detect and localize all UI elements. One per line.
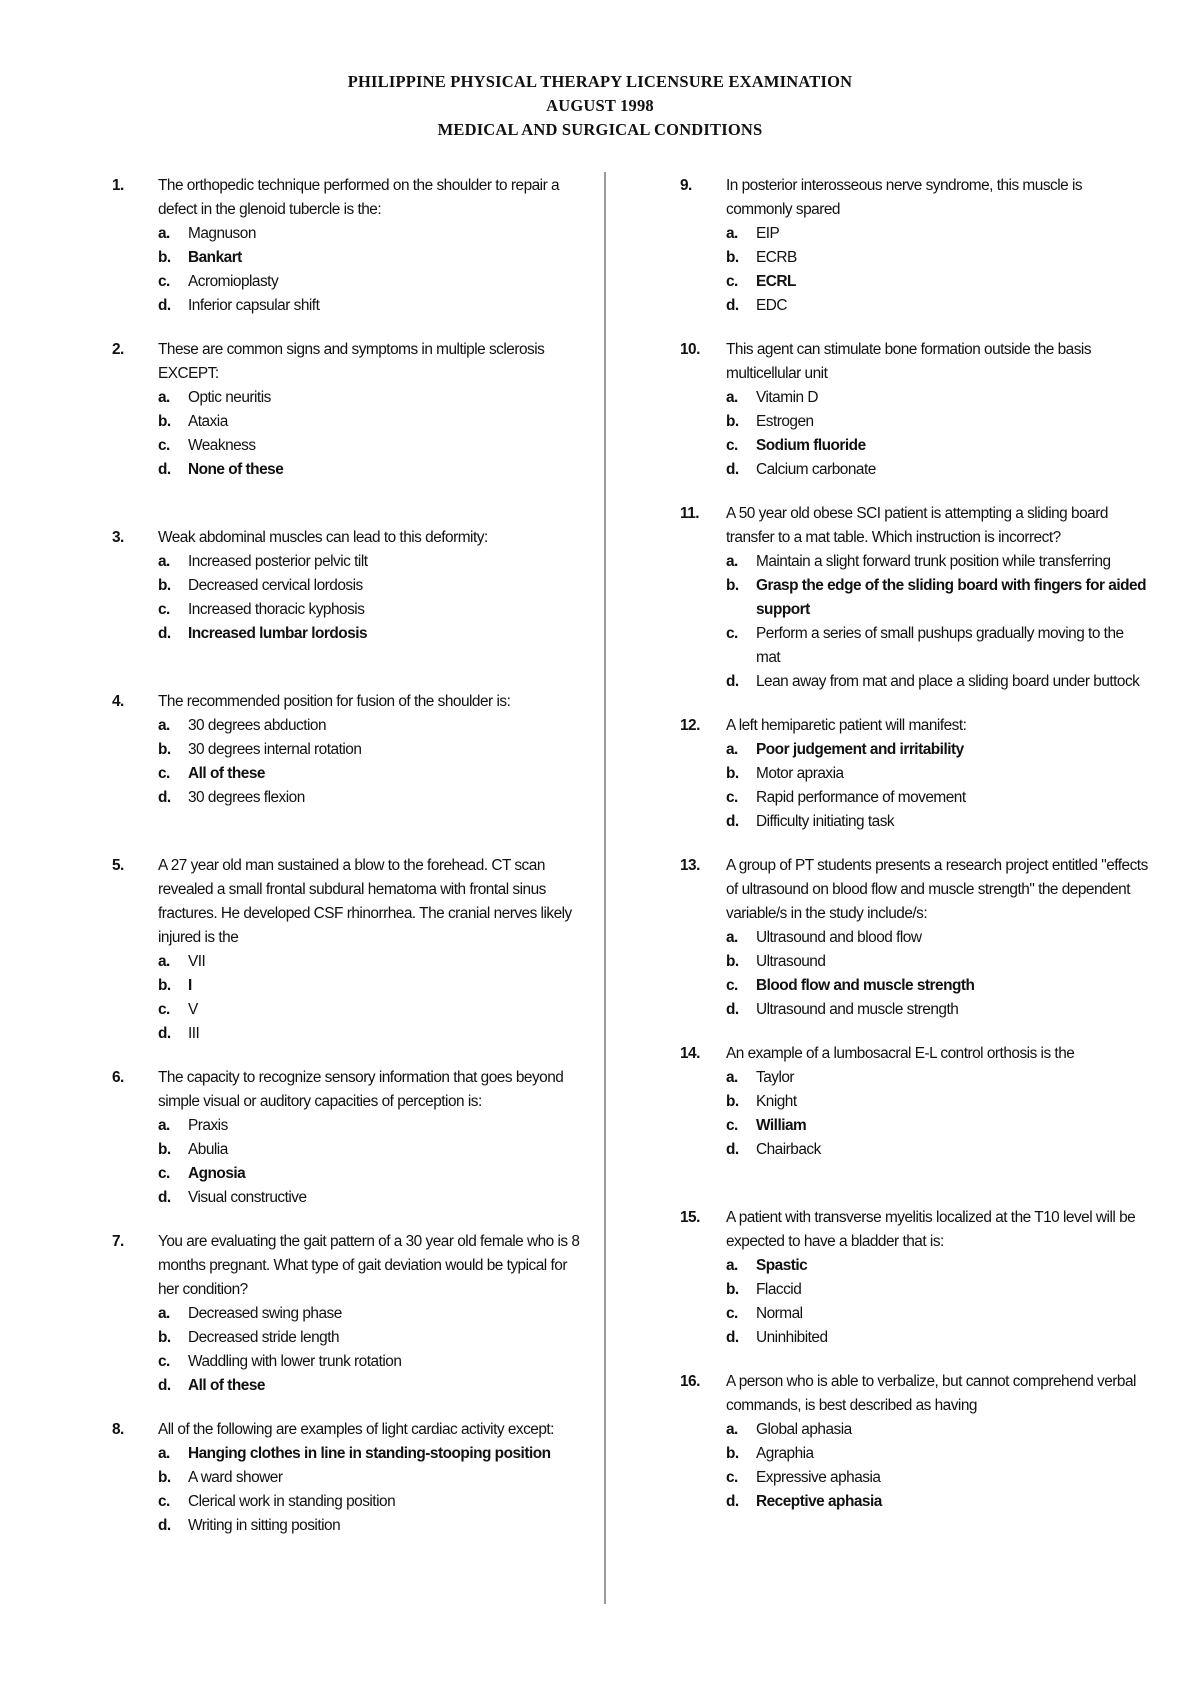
question <box>680 502 1150 694</box>
option-letter: b. <box>158 413 171 430</box>
option-letter: c. <box>158 273 170 290</box>
question-text: All of the following are examples of light cardiac activity except: <box>158 1421 554 1438</box>
option-letter: c. <box>726 789 738 806</box>
answer-option <box>158 1114 582 1138</box>
answer-option <box>726 670 1150 694</box>
option-text: VII <box>188 953 206 970</box>
option-text: Agraphia <box>756 1445 814 1462</box>
option-letter: a. <box>726 553 738 570</box>
answer-option <box>726 1466 1150 1490</box>
answer-option <box>158 1326 582 1350</box>
option-letter: d. <box>158 461 171 478</box>
answer-option <box>726 1090 1150 1114</box>
option-letter: c. <box>726 1305 738 1322</box>
question-number: 15. <box>680 1209 700 1226</box>
option-letter: a. <box>158 1305 170 1322</box>
answer-option-correct <box>158 762 582 786</box>
question-number: 7. <box>112 1233 124 1250</box>
option-text: ECRL <box>756 273 796 290</box>
question-text: The orthopedic technique performed on the shoulder to repair a defect in the glenoid tubercle is the: <box>158 177 560 218</box>
column-divider <box>604 172 606 1604</box>
option-text: Ultrasound <box>756 953 826 970</box>
option-letter: a. <box>726 1257 738 1274</box>
question-number: 12. <box>680 717 700 734</box>
question-text: Weak abdominal muscles can lead to this deformity: <box>158 529 488 546</box>
answer-option <box>726 1138 1150 1162</box>
option-text: All of these <box>188 1377 265 1394</box>
option-letter: c. <box>158 1353 170 1370</box>
option-letter: d. <box>158 1025 171 1042</box>
answer-option-correct <box>158 622 582 646</box>
option-letter: d. <box>158 297 171 314</box>
option-letter: d. <box>726 297 739 314</box>
answer-option <box>158 1514 582 1538</box>
answer-option <box>158 386 582 410</box>
exam-subject: MEDICAL AND SURGICAL CONDITIONS <box>437 120 763 139</box>
answer-option <box>726 810 1150 834</box>
answer-option <box>726 386 1150 410</box>
option-text: Weakness <box>188 437 256 454</box>
option-text: Flaccid <box>756 1281 802 1298</box>
option-letter: a. <box>726 1421 738 1438</box>
question-text: An example of a lumbosacral E-L control orthosis is the <box>726 1045 1075 1062</box>
answer-option <box>158 434 582 458</box>
option-letter: b. <box>726 1281 739 1298</box>
answer-option <box>158 1302 582 1326</box>
option-letter: c. <box>158 1165 170 1182</box>
question-number: 8. <box>112 1421 124 1438</box>
option-text: 30 degrees internal rotation <box>188 741 362 758</box>
answer-option <box>158 550 582 574</box>
answer-option <box>158 998 582 1022</box>
answer-option-correct <box>726 974 1150 998</box>
option-text: Grasp the edge of the sliding board with fingers for aided support <box>756 577 1147 618</box>
answer-option-correct <box>158 1162 582 1186</box>
option-text: Chairback <box>756 1141 821 1158</box>
option-text: Perform a series of small pushups gradually moving to the mat <box>756 625 1124 666</box>
option-letter: b. <box>726 249 739 266</box>
option-letter: d. <box>726 1141 739 1158</box>
option-text: Motor apraxia <box>756 765 844 782</box>
answer-option <box>726 410 1150 434</box>
answer-option <box>158 950 582 974</box>
option-letter: d. <box>726 461 739 478</box>
answer-option <box>158 410 582 434</box>
option-letter: b. <box>726 413 739 430</box>
option-text: Knight <box>756 1093 797 1110</box>
answer-option <box>158 714 582 738</box>
option-text: Increased posterior pelvic tilt <box>188 553 368 570</box>
answer-option <box>158 598 582 622</box>
option-text: Spastic <box>756 1257 808 1274</box>
option-text: Blood flow and muscle strength <box>756 977 975 994</box>
option-text: Waddling with lower trunk rotation <box>188 1353 402 1370</box>
option-text: Increased thoracic kyphosis <box>188 601 365 618</box>
option-letter: c. <box>726 1117 738 1134</box>
option-text: Abulia <box>188 1141 228 1158</box>
question-number: 4. <box>112 693 124 710</box>
question-text: These are common signs and symptoms in multiple sclerosis EXCEPT: <box>158 341 545 382</box>
question-number: 16. <box>680 1373 700 1390</box>
answer-option <box>726 622 1150 670</box>
question <box>680 854 1150 1022</box>
option-letter: a. <box>158 225 170 242</box>
answer-option <box>158 1186 582 1210</box>
question-text: A 27 year old man sustained a blow to the forehead. CT scan revealed a small frontal subdural hematoma with frontal sinus fractures. He developed CSF rhinorrhea. The cranial nerves likely injured is the <box>158 857 572 946</box>
option-letter: a. <box>158 1445 170 1462</box>
answer-option <box>726 786 1150 810</box>
option-text: Estrogen <box>756 413 814 430</box>
option-text: Praxis <box>188 1117 228 1134</box>
answer-option <box>726 246 1150 270</box>
option-letter: d. <box>158 789 171 806</box>
answer-option <box>726 926 1150 950</box>
right-question-column <box>680 174 1150 1514</box>
question-number: 5. <box>112 857 124 874</box>
answer-option <box>726 1442 1150 1466</box>
question-text: In posterior interosseous nerve syndrome, this muscle is commonly spared <box>726 177 1083 218</box>
question <box>112 854 582 1046</box>
left-question-column <box>112 174 582 1538</box>
option-letter: b. <box>158 249 171 266</box>
option-text: None of these <box>188 461 284 478</box>
option-letter: a. <box>726 929 738 946</box>
answer-option-correct <box>158 1442 582 1466</box>
question <box>112 526 582 646</box>
answer-option <box>158 1138 582 1162</box>
option-letter: c. <box>158 437 170 454</box>
question <box>680 338 1150 482</box>
option-text: Calcium carbonate <box>756 461 876 478</box>
option-letter: b. <box>158 1469 171 1486</box>
question-number: 6. <box>112 1069 124 1086</box>
option-letter: b. <box>726 1445 739 1462</box>
question-number: 2. <box>112 341 124 358</box>
exam-title: PHILIPPINE PHYSICAL THERAPY LICENSURE EXAMINATION <box>347 72 853 91</box>
option-text: V <box>188 1001 198 1018</box>
option-letter: c. <box>158 765 170 782</box>
question-number: 10. <box>680 341 700 358</box>
option-text: Decreased stride length <box>188 1329 340 1346</box>
option-text: III <box>188 1025 200 1042</box>
answer-option <box>158 1022 582 1046</box>
option-letter: c. <box>158 1493 170 1510</box>
answer-option <box>158 1350 582 1374</box>
question-text: A 50 year old obese SCI patient is attempting a sliding board transfer to a mat table. Which instruction is incorrect? <box>726 505 1108 546</box>
exam-date: AUGUST 1998 <box>546 96 654 115</box>
option-letter: a. <box>726 741 738 758</box>
option-text: Difficulty initiating task <box>756 813 895 830</box>
answer-option-correct <box>726 1114 1150 1138</box>
option-letter: c. <box>158 601 170 618</box>
option-text: All of these <box>188 765 265 782</box>
option-letter: c. <box>726 625 738 642</box>
option-text: Increased lumbar lordosis <box>188 625 368 642</box>
option-text: EIP <box>756 225 780 242</box>
option-letter: b. <box>158 1141 171 1158</box>
option-text: Decreased cervical lordosis <box>188 577 363 594</box>
option-text: Rapid performance of movement <box>756 789 966 806</box>
option-text: ECRB <box>756 249 797 266</box>
answer-option-correct <box>726 1490 1150 1514</box>
answer-option <box>726 550 1150 574</box>
question <box>680 1370 1150 1514</box>
question <box>680 174 1150 318</box>
option-text: 30 degrees abduction <box>188 717 327 734</box>
option-letter: a. <box>158 717 170 734</box>
option-letter: b. <box>158 577 171 594</box>
option-text: EDC <box>756 297 787 314</box>
answer-option <box>726 1066 1150 1090</box>
option-letter: a. <box>726 225 738 242</box>
question-number: 9. <box>680 177 692 194</box>
option-letter: c. <box>726 977 738 994</box>
option-letter: d. <box>726 673 739 690</box>
option-letter: d. <box>158 625 171 642</box>
option-text: Global aphasia <box>756 1421 852 1438</box>
option-text: Vitamin D <box>756 389 818 406</box>
question <box>112 1418 582 1538</box>
option-letter: c. <box>726 273 738 290</box>
answer-option <box>726 1278 1150 1302</box>
option-text: Acromioplasty <box>188 273 279 290</box>
option-letter: b. <box>726 953 739 970</box>
exam-header <box>0 70 1200 142</box>
question-text: A person who is able to verbalize, but cannot comprehend verbal commands, is best described as having <box>726 1373 1136 1414</box>
question <box>680 1206 1150 1350</box>
option-letter: b. <box>726 577 739 594</box>
question-text: The recommended position for fusion of the shoulder is: <box>158 693 511 710</box>
question-text: This agent can stimulate bone formation outside the basis multicellular unit <box>726 341 1092 382</box>
option-text: Optic neuritis <box>188 389 271 406</box>
option-text: Magnuson <box>188 225 256 242</box>
option-text: Receptive aphasia <box>756 1493 882 1510</box>
option-text: Hanging clothes in line in standing-stooping position <box>188 1445 551 1462</box>
option-text: Ultrasound and blood flow <box>756 929 922 946</box>
option-text: Decreased swing phase <box>188 1305 342 1322</box>
option-text: Normal <box>756 1305 803 1322</box>
option-text: Writing in sitting position <box>188 1517 341 1534</box>
answer-option <box>726 458 1150 482</box>
option-letter: a. <box>158 953 170 970</box>
option-text: I <box>188 977 192 994</box>
option-text: Poor judgement and irritability <box>756 741 964 758</box>
question-text: The capacity to recognize sensory information that goes beyond simple visual or auditory capacities of perception is: <box>158 1069 564 1110</box>
answer-option <box>158 222 582 246</box>
option-letter: a. <box>158 1117 170 1134</box>
question-number: 14. <box>680 1045 700 1062</box>
answer-option <box>726 762 1150 786</box>
question <box>112 174 582 318</box>
option-text: Uninhibited <box>756 1329 828 1346</box>
answer-option-correct <box>726 1254 1150 1278</box>
question <box>112 1066 582 1210</box>
option-letter: b. <box>726 1093 739 1110</box>
option-text: A ward shower <box>188 1469 283 1486</box>
option-letter: b. <box>158 1329 171 1346</box>
question-text: You are evaluating the gait pattern of a 30 year old female who is 8 months pregnant. What type of gait deviation would be typical for her condition? <box>158 1233 580 1298</box>
option-text: Lean away from mat and place a sliding board under buttock <box>756 673 1140 690</box>
option-text: Clerical work in standing position <box>188 1493 396 1510</box>
option-letter: d. <box>158 1517 171 1534</box>
answer-option-correct <box>726 434 1150 458</box>
answer-option-correct <box>726 270 1150 294</box>
answer-option <box>158 294 582 318</box>
option-text: Ultrasound and muscle strength <box>756 1001 959 1018</box>
question-number: 13. <box>680 857 700 874</box>
question-number: 1. <box>112 177 124 194</box>
question-text: A left hemiparetic patient will manifest: <box>726 717 967 734</box>
option-text: 30 degrees flexion <box>188 789 305 806</box>
answer-option-correct <box>158 246 582 270</box>
answer-option-correct <box>158 458 582 482</box>
answer-option <box>158 270 582 294</box>
answer-option <box>726 1326 1150 1350</box>
question <box>680 1042 1150 1162</box>
answer-option <box>726 294 1150 318</box>
question <box>112 1230 582 1398</box>
option-text: William <box>756 1117 807 1134</box>
option-letter: b. <box>158 977 171 994</box>
option-letter: d. <box>158 1189 171 1206</box>
answer-option-correct <box>726 574 1150 622</box>
option-letter: b. <box>726 765 739 782</box>
answer-option <box>158 738 582 762</box>
answer-option <box>726 1418 1150 1442</box>
answer-option-correct <box>726 738 1150 762</box>
option-letter: c. <box>726 437 738 454</box>
answer-option-correct <box>158 974 582 998</box>
option-text: Bankart <box>188 249 242 266</box>
option-letter: d. <box>726 813 739 830</box>
option-text: Inferior capsular shift <box>188 297 320 314</box>
option-letter: d. <box>158 1377 171 1394</box>
answer-option <box>158 574 582 598</box>
question <box>112 690 582 810</box>
question-text: A group of PT students presents a research project entitled "effects of ultrasound on blood flow and muscle strength" the dependent variable/s in the study include/s: <box>726 857 1148 922</box>
option-text: Sodium fluoride <box>756 437 866 454</box>
option-letter: a. <box>158 553 170 570</box>
answer-option-correct <box>158 1374 582 1398</box>
question-number: 11. <box>680 505 700 522</box>
answer-option <box>158 1466 582 1490</box>
option-letter: d. <box>726 1329 739 1346</box>
question <box>680 714 1150 834</box>
option-text: Expressive aphasia <box>756 1469 881 1486</box>
option-text: Maintain a slight forward trunk position while transferring <box>756 553 1111 570</box>
answer-option <box>726 950 1150 974</box>
option-letter: d. <box>726 1001 739 1018</box>
option-letter: c. <box>158 1001 170 1018</box>
answer-option <box>726 1302 1150 1326</box>
option-text: Visual constructive <box>188 1189 307 1206</box>
option-text: Ataxia <box>188 413 228 430</box>
answer-option <box>158 1490 582 1514</box>
option-letter: b. <box>158 741 171 758</box>
option-letter: a. <box>158 389 170 406</box>
answer-option <box>726 222 1150 246</box>
answer-option <box>158 786 582 810</box>
question-text: A patient with transverse myelitis localized at the T10 level will be expected to have a bladder that is: <box>726 1209 1136 1250</box>
option-letter: a. <box>726 389 738 406</box>
question <box>112 338 582 482</box>
option-text: Agnosia <box>188 1165 246 1182</box>
option-letter: a. <box>726 1069 738 1086</box>
option-letter: c. <box>726 1469 738 1486</box>
option-text: Taylor <box>756 1069 795 1086</box>
question-number: 3. <box>112 529 124 546</box>
answer-option <box>726 998 1150 1022</box>
option-letter: d. <box>726 1493 739 1510</box>
